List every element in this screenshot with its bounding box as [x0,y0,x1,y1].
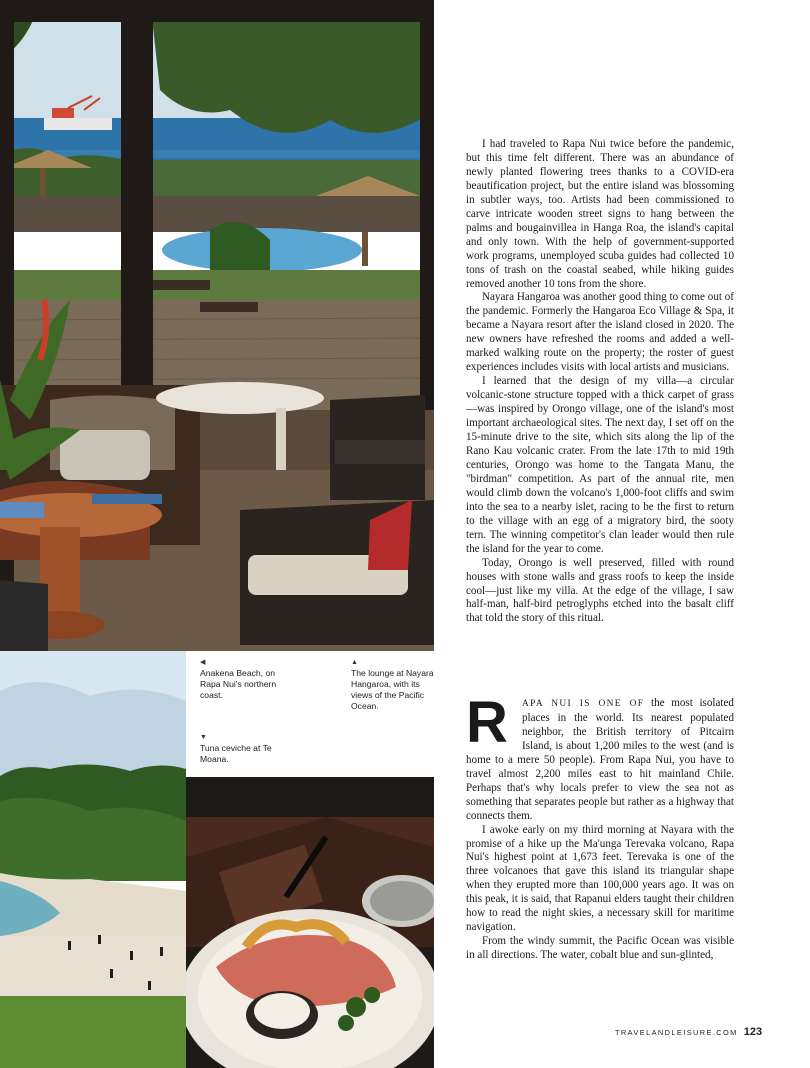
article-body-part1 [466,138,734,626]
lead-paragraph [466,690,734,824]
drop-cap: R [466,690,506,755]
article-body-part2 [466,690,734,963]
arrow-down-icon: ▼ [200,734,207,741]
beach-photo [0,651,186,1068]
paragraph: Today, Orongo is well preserved, filled with round houses with stone walls and grass roofs to keep the inside cool—just like my villa. At the edge of the village, I saw half-man, half-bird petroglyphs etched into the basalt cliff that told the story of this ritual. [466,556,734,625]
lead-smallcaps: APA NUI IS ONE OF [522,699,645,709]
lead-text: the most isolated places in the world. Its nearest populated neighbor, the British territory of Pitcairn Island, is about 1,200 miles to the west (and is home to a mere 50 people). From Rapa Nui, you have to travel almost 2,200 miles east to hit mainland Chile. Perhaps that's why locals prefer to view the sea not as something that separates people but rather as a highway that connects them. [466,697,734,822]
page-number: 123 [743,1026,763,1038]
beach-caption [200,658,282,701]
ceviche-caption-text: Tuna ceviche at Te Moana. [200,743,272,764]
paragraph: Nayara Hangaroa was another good thing to come out of the pandemic. Formerly the Hangaroa Eco Village & Spa, it became a Nayara resort after the island closed in 2020. The new owners have refreshed the rooms and added a well-marked walking route on the property; the roster of guest experiences includes visits with local artists and musicians. [466,291,734,374]
beach-caption-text: Anakena Beach, on Rapa Nui's northern coast. [200,668,277,700]
lounge-caption [351,658,437,712]
footer-website: TRAVELANDLEISURE.COM [615,1028,738,1037]
arrow-up-icon: ▲ [351,659,358,666]
ceviche-caption [200,733,282,765]
lounge-photo [0,0,434,651]
ceviche-photo [186,777,434,1068]
paragraph: I awoke early on my third morning at Nayara with the promise of a hike up the Ma'unga Terevaka volcano, Rapa Nui's highest point at 1,673 feet. Terevaka is one of the three volcanoes that gave this island its triangular shape when they erupted more than 100,000 years ago. It was on this peak, it is said, that Rapanui elders taught their children how to read the night skies, a necessary skill for maritime navigation. [466,823,734,934]
arrow-left-icon: ◀ [200,659,206,666]
paragraph: I had traveled to Rapa Nui twice before the pandemic, but this time felt different. There was an abundance of newly planted flowering trees thanks to a COVID-era beautification project, but the entire island was blossoming in subtler ways, too. Artists had been commissioned to carve intricate wooden street signs to hang between the palms and bougainvillea in Hanga Roa, the island's capital and only town. With the help of government-supported work programs, unemployed scuba guides had collected 10 tons of trash on the coastal seabed, while hiking guides removed another 10 tons from the shore. [466,138,734,290]
lounge-caption-text: The lounge at Nayara Hangaroa, with its views of the Pacific Ocean. [351,668,434,711]
paragraph: I learned that the design of my villa—a circular volcanic-stone structure topped with a thick carpet of grass—was inspired by Orongo village, one of the island's most important archaeological sites. The next day, I set off on the 15-minute drive to the site, which sits along the lip of the Rano Kau volcanic crater. From the late 17th to mid 19th centuries, Orongo was home to the Tangata Manu, the "birdman" competition. As part of the annual rite, men would climb down the volcano's 1,000-foot cliffs and swim into the sea to a nearby islet, racing to be the first to return to the village with an egg of a migratory bird, the sooty tern. The winning competitor's clan leader would then rule the island for the year to come. [466,375,734,555]
page-footer [615,1022,762,1040]
paragraph: From the windy summit, the Pacific Ocean was visible in all directions. The water, cobalt blue and sun-glinted, [466,935,734,962]
